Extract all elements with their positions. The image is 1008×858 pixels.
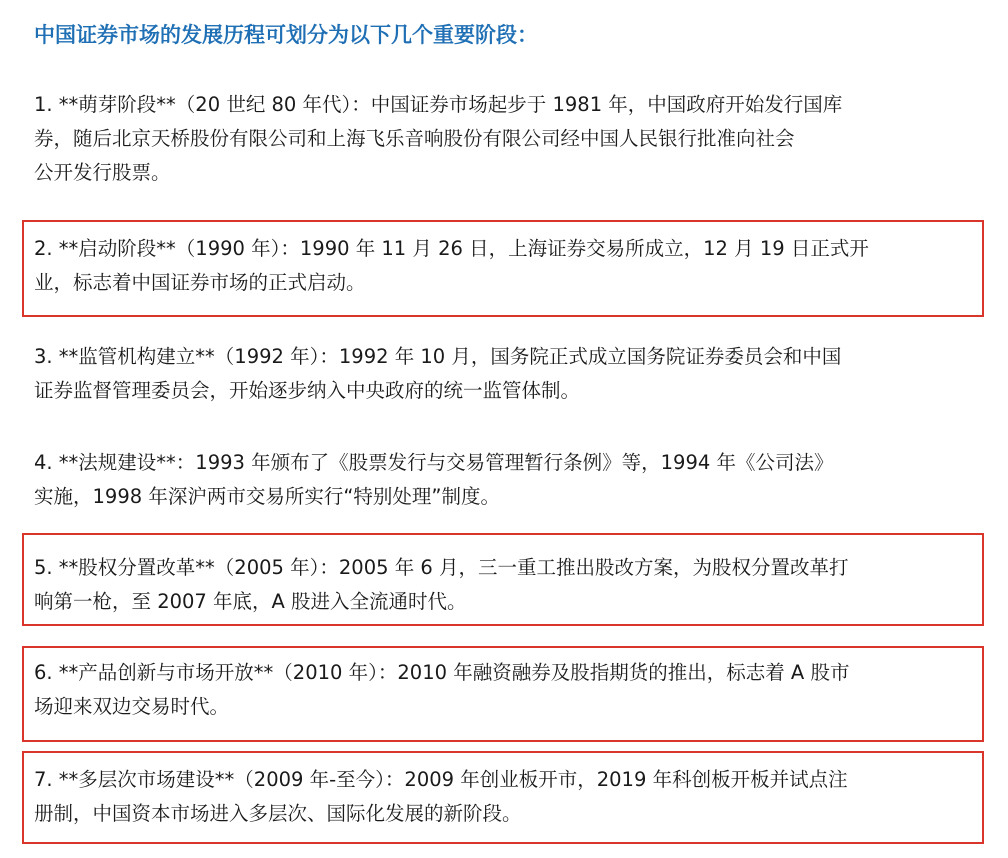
list-item-2 — [34, 232, 982, 300]
list-item-7-line-2: 册制，中国资本市场进入多层次、国际化发展的新阶段。 — [34, 802, 522, 825]
list-item-1-line-2: 券，随后北京天桥股份有限公司和上海飞乐音响股份有限公司经中国人民银行批准向社会 — [34, 127, 795, 150]
list-item-3-line-2: 证券监督管理委员会，开始逐步纳入中央政府的统一监管体制。 — [34, 379, 581, 402]
list-item-4-line-1: 4. **法规建设**：1993 年颁布了《股票发行与交易管理暂行条例》等，1994 年《公司法》 — [34, 451, 834, 474]
list-item-7 — [34, 763, 982, 831]
list-item-5 — [34, 551, 982, 619]
list-item-6-line-2: 场迎来双边交易时代。 — [34, 695, 230, 718]
list-item-5-line-1: 5. **股权分置改革**（2005 年）：2005 年 6 月，三一重工推出股改方案，为股权分置改革打 — [34, 556, 849, 579]
list-item-6-line-1: 6. **产品创新与市场开放**（2010 年）：2010 年融资融券及股指期货的推出，标志着 A 股市 — [34, 661, 850, 684]
list-item-4-line-2: 实施，1998 年深沪两市交易所实行“特别处理”制度。 — [34, 485, 501, 508]
list-item-2-line-2: 业，标志着中国证券市场的正式启动。 — [34, 271, 366, 294]
list-item-6 — [34, 656, 982, 724]
list-item-2-line-1: 2. **启动阶段**（1990 年）：1990 年 11 月 26 日，上海证券交易所成立，12 月 19 日正式开 — [34, 237, 869, 260]
list-item-1 — [34, 88, 982, 190]
list-item-3-line-1: 3. **监管机构建立**（1992 年）：1992 年 10 月，国务院正式成立国务院证券委员会和中国 — [34, 345, 842, 368]
list-item-1-line-1: 1. **萌芽阶段**（20 世纪 80 年代）：中国证券市场起步于 1981 年，中国政府开始发行国库 — [34, 93, 843, 116]
list-item-1-line-3: 公开发行股票。 — [34, 161, 171, 184]
list-item-4 — [34, 446, 982, 514]
page-title: 中国证券市场的发展历程可划分为以下几个重要阶段： — [34, 23, 538, 47]
list-item-3 — [34, 340, 982, 408]
list-item-7-line-1: 7. **多层次市场建设**（2009 年-至今）：2009 年创业板开市，2019 年科创板开板并试点注 — [34, 768, 848, 791]
list-item-5-line-2: 响第一枪，至 2007 年底，A 股进入全流通时代。 — [34, 590, 467, 613]
